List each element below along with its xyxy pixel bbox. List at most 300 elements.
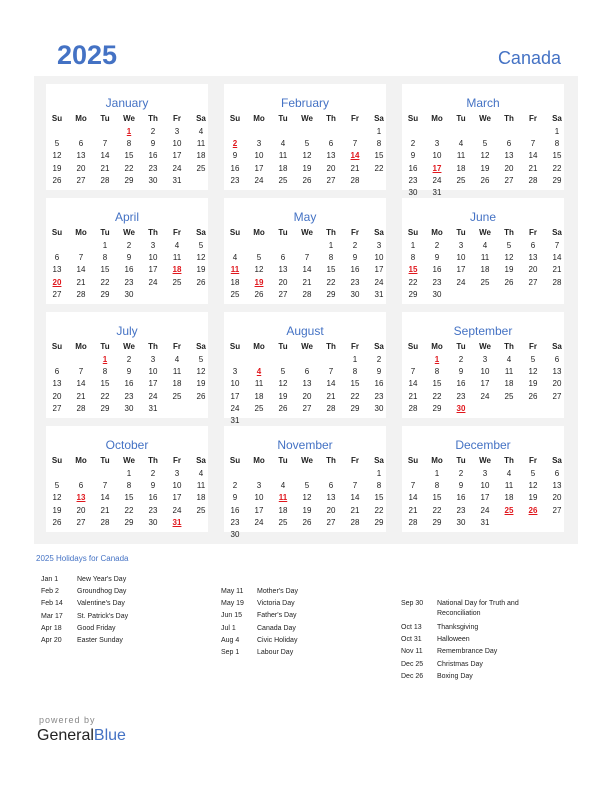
- holiday-date: Oct 31: [401, 636, 422, 644]
- calendar-day: 24: [254, 175, 264, 185]
- calendar-day: 5: [198, 355, 204, 364]
- month-title: August: [286, 324, 324, 338]
- weekday-header: We: [301, 228, 313, 237]
- month-title: July: [116, 324, 138, 338]
- calendar-day: 23: [148, 505, 158, 515]
- month-title: September: [453, 324, 513, 338]
- calendar-day: 28: [100, 517, 110, 527]
- calendar-day: 23: [456, 391, 466, 401]
- holiday-row: [221, 648, 391, 658]
- calendar-day: 16: [148, 151, 158, 161]
- calendar-day: 18: [196, 493, 206, 503]
- calendar-day: 22: [432, 391, 442, 401]
- holiday-date: Apr 20: [41, 637, 62, 644]
- weekday-header: Th: [504, 114, 514, 123]
- calendar-day: 20: [528, 265, 538, 275]
- calendar-day: 6: [554, 469, 560, 478]
- weekday-header: Su: [51, 228, 63, 237]
- country-title: Canada: [497, 48, 561, 68]
- calendar-day: 22: [408, 277, 418, 287]
- calendar-day: 29: [408, 289, 418, 299]
- calendar-day: 19: [278, 391, 288, 401]
- holiday-row: [41, 636, 211, 646]
- weekday-header: Sa: [552, 228, 562, 237]
- calendar-day: 12: [480, 151, 490, 161]
- calendar-day: 14: [76, 379, 86, 389]
- calendar-day: 13: [302, 379, 312, 389]
- calendar-day: 6: [328, 139, 334, 149]
- calendar-day: 11: [196, 139, 206, 149]
- calendar-day: 23: [230, 175, 240, 185]
- calendar-day: 6: [78, 481, 84, 491]
- calendar-day: 11: [504, 481, 514, 491]
- month-november: [224, 426, 386, 539]
- calendar-day: 25: [456, 175, 466, 185]
- calendar-day: 28: [350, 517, 360, 527]
- calendar-day: 30: [148, 517, 158, 527]
- calendar-day: 16: [350, 265, 360, 275]
- calendar-day: 18: [254, 391, 264, 401]
- calendar-day: 21: [528, 163, 538, 173]
- calendar-day: 21: [100, 505, 110, 515]
- calendar-day: 25: [254, 403, 264, 413]
- calendar-day: 22: [100, 277, 110, 287]
- calendar-day: 13: [552, 367, 562, 377]
- calendar-day: 4: [458, 139, 464, 149]
- weekday-header: Th: [148, 114, 158, 123]
- calendar-day: 7: [78, 367, 84, 377]
- calendar-day: 20: [504, 163, 514, 173]
- calendar-day: 24: [432, 175, 442, 185]
- holiday-row: [221, 587, 391, 597]
- weekday-header: Mo: [431, 456, 443, 465]
- holiday-row: [401, 660, 571, 670]
- calendar-day: 12: [528, 481, 538, 491]
- calendar-day: 2: [434, 241, 440, 250]
- calendar-day: 31: [432, 188, 442, 197]
- calendar-day: 14: [326, 379, 336, 389]
- weekday-header: Mo: [431, 228, 443, 237]
- holiday-day: 4: [256, 367, 262, 377]
- holiday-date: May 19: [221, 600, 244, 608]
- holiday-day: 26: [528, 505, 538, 515]
- calendar-day: 6: [78, 139, 84, 149]
- holiday-row: [41, 612, 211, 622]
- calendar-day: 25: [196, 163, 206, 173]
- holiday-name: Easter Sunday: [77, 637, 123, 644]
- calendar-day: 6: [54, 367, 60, 377]
- holiday-name: Canada Day: [257, 624, 296, 632]
- calendar-day: 31: [148, 403, 158, 413]
- calendar-day: 28: [408, 403, 418, 413]
- calendar-day: 25: [196, 505, 206, 515]
- calendar-day: 1: [352, 355, 358, 364]
- calendar-day: 13: [326, 493, 336, 503]
- calendar-day: 4: [506, 355, 512, 364]
- weekday-header: Su: [51, 456, 63, 465]
- weekday-header: Tu: [278, 114, 288, 123]
- brand-logo[interactable]: [37, 727, 126, 745]
- holiday-day: 25: [504, 505, 514, 515]
- weekday-header: Tu: [100, 456, 110, 465]
- calendar-day: 10: [374, 253, 384, 263]
- holiday-row: [401, 599, 571, 621]
- calendar-day: 23: [124, 277, 134, 287]
- calendar-day: 12: [504, 253, 514, 263]
- calendar-day: 13: [504, 151, 514, 161]
- calendar-day: 12: [302, 493, 312, 503]
- calendar-day: 24: [172, 505, 182, 515]
- calendar-day: 3: [376, 241, 382, 250]
- calendar-day: 27: [504, 175, 514, 185]
- calendar-day: 15: [374, 151, 384, 161]
- calendar-day: 25: [278, 175, 288, 185]
- calendar-day: 10: [230, 379, 240, 389]
- calendar-day: 3: [174, 469, 180, 478]
- calendar-day: 25: [480, 277, 490, 287]
- holiday-row: [41, 624, 211, 634]
- holiday-day: 18: [172, 265, 182, 275]
- weekday-header: We: [301, 456, 313, 465]
- calendar-day: 30: [124, 289, 134, 299]
- calendar-day: 23: [432, 277, 442, 287]
- calendar-day: 10: [432, 151, 442, 161]
- calendar-day: 4: [482, 241, 488, 250]
- calendar-day: 26: [504, 277, 514, 287]
- holiday-day: 2: [232, 139, 238, 149]
- calendar-day: 5: [256, 253, 262, 263]
- weekday-header: Mo: [253, 228, 265, 237]
- calendar-day: 9: [126, 367, 132, 377]
- holiday-date: May 11: [221, 588, 244, 595]
- calendar-day: 13: [552, 481, 562, 491]
- holiday-row: [41, 587, 211, 597]
- weekday-header: Mo: [75, 228, 87, 237]
- calendar-day: 27: [552, 391, 562, 401]
- calendar-day: 12: [302, 151, 312, 161]
- calendar-day: 9: [376, 367, 382, 377]
- calendar-day: 14: [100, 151, 110, 161]
- calendar-day: 20: [76, 163, 86, 173]
- calendar-day: 30: [124, 403, 134, 413]
- calendar-day: 29: [100, 289, 110, 299]
- calendar-day: 7: [102, 139, 108, 149]
- holiday-row: [221, 599, 391, 609]
- calendar-day: 24: [374, 277, 384, 287]
- calendar-day: 15: [374, 493, 384, 503]
- calendar-day: 19: [504, 265, 514, 275]
- calendar-day: 1: [126, 469, 132, 478]
- holiday-day: 15: [408, 265, 418, 275]
- holiday-name: Victoria Day: [257, 600, 295, 608]
- calendar-day: 3: [458, 241, 464, 250]
- calendar-day: 29: [552, 175, 562, 185]
- weekday-header: Tu: [456, 342, 466, 351]
- calendar-day: 21: [350, 163, 360, 173]
- calendar-day: 6: [280, 253, 286, 263]
- calendar-day: 7: [304, 253, 310, 263]
- month-february: [224, 84, 386, 190]
- calendar-day: 11: [504, 367, 514, 377]
- month-june: [402, 198, 564, 304]
- holiday-day: 19: [254, 277, 264, 287]
- calendar-day: 22: [374, 505, 384, 515]
- holiday-name: Valentine's Day: [77, 600, 125, 608]
- holiday-name: Labour Day: [257, 649, 294, 656]
- calendar-day: 25: [172, 277, 182, 287]
- calendar-day: 11: [254, 379, 264, 389]
- calendar-day: 2: [150, 127, 156, 136]
- calendar-day: 15: [100, 379, 110, 389]
- calendar-day: 24: [254, 517, 264, 527]
- calendar-day: 7: [410, 481, 416, 491]
- calendar-day: 4: [506, 469, 512, 478]
- calendar-day: 1: [102, 241, 108, 250]
- weekday-header: Su: [229, 456, 241, 465]
- holiday-name: Remembrance Day: [437, 648, 498, 656]
- calendar-day: 16: [230, 505, 240, 515]
- calendar-day: 4: [280, 481, 286, 491]
- calendar-day: 22: [374, 163, 384, 173]
- calendar-day: 25: [230, 289, 240, 299]
- weekday-header: Fr: [173, 456, 181, 465]
- calendar-day: 7: [554, 241, 560, 250]
- calendar-day: 30: [456, 517, 466, 527]
- calendar-day: 10: [148, 367, 158, 377]
- weekday-header: Tu: [278, 342, 288, 351]
- weekday-header: Th: [326, 228, 336, 237]
- holiday-date: Dec 25: [401, 660, 424, 668]
- month-january: [46, 84, 208, 190]
- calendar-day: 10: [480, 367, 490, 377]
- calendar-day: 1: [376, 127, 382, 136]
- month-title: November: [277, 438, 333, 452]
- calendar-day: 23: [230, 517, 240, 527]
- calendar-day: 3: [256, 139, 262, 149]
- calendar-day: 31: [230, 416, 240, 425]
- weekday-header: Sa: [552, 114, 562, 123]
- holiday-day: 13: [76, 493, 86, 503]
- weekday-header: Su: [229, 114, 241, 123]
- weekday-header: Th: [326, 342, 336, 351]
- month-title: October: [105, 438, 149, 452]
- calendar-day: 23: [374, 391, 384, 401]
- calendar-day: 9: [232, 493, 238, 503]
- calendar-day: 19: [302, 163, 312, 173]
- calendar-day: 9: [126, 253, 132, 263]
- calendar-day: 4: [232, 253, 238, 263]
- calendar-day: 17: [172, 493, 182, 503]
- weekday-header: Su: [407, 114, 419, 123]
- calendar-day: 28: [76, 289, 86, 299]
- holiday-row: [221, 624, 391, 634]
- calendar-day: 14: [100, 493, 110, 503]
- weekday-header: Tu: [100, 342, 110, 351]
- calendar-day: 27: [76, 175, 86, 185]
- calendar-day: 19: [528, 379, 538, 389]
- calendar-day: 29: [432, 517, 442, 527]
- weekday-header: We: [301, 342, 313, 351]
- calendar-day: 25: [278, 517, 288, 527]
- calendar-day: 6: [328, 481, 334, 491]
- calendar-day: 23: [408, 175, 418, 185]
- calendar-day: 29: [124, 517, 134, 527]
- weekday-header: Sa: [552, 342, 562, 351]
- calendar-day: 5: [530, 355, 536, 364]
- calendar-day: 22: [326, 277, 336, 287]
- calendar-day: 9: [458, 481, 464, 491]
- weekday-header: We: [123, 228, 135, 237]
- weekday-header: Tu: [456, 228, 466, 237]
- calendar-day: 5: [530, 469, 536, 478]
- calendar-day: 20: [278, 277, 288, 287]
- calendar-day: 7: [530, 139, 536, 149]
- calendar-panel: [34, 76, 578, 544]
- weekday-header: Su: [407, 456, 419, 465]
- calendar-day: 18: [504, 493, 514, 503]
- calendar-day: 3: [174, 127, 180, 136]
- calendar-day: 14: [350, 493, 360, 503]
- calendar-day: 16: [432, 265, 442, 275]
- calendar-day: 28: [302, 289, 312, 299]
- calendar-day: 7: [102, 481, 108, 491]
- month-title: May: [293, 210, 317, 224]
- year-title: 2025: [57, 40, 118, 70]
- weekday-header: Su: [407, 342, 419, 351]
- month-april: [46, 198, 208, 304]
- calendar-day: 21: [552, 265, 562, 275]
- calendar-day: 20: [552, 493, 562, 503]
- calendar-day: 6: [54, 253, 60, 263]
- holiday-day: 1: [126, 127, 132, 136]
- calendar-day: 4: [174, 355, 180, 364]
- weekday-header: Mo: [431, 114, 443, 123]
- holiday-day: 17: [432, 163, 442, 173]
- month-july: [46, 312, 208, 418]
- weekday-header: We: [301, 114, 313, 123]
- calendar-day: 1: [328, 241, 334, 250]
- calendar-day: 18: [480, 265, 490, 275]
- calendar-day: 17: [172, 151, 182, 161]
- calendar-day: 27: [528, 277, 538, 287]
- calendar-day: 14: [408, 379, 418, 389]
- calendar-day: 7: [328, 367, 334, 377]
- holiday-row: [401, 623, 571, 633]
- weekday-header: Sa: [374, 228, 384, 237]
- holiday-day: 11: [230, 265, 240, 275]
- calendar-day: 8: [434, 481, 440, 491]
- holiday-day: 11: [278, 493, 288, 503]
- weekday-header: Th: [504, 228, 514, 237]
- calendar-day: 27: [552, 505, 562, 515]
- calendar-day: 29: [124, 175, 134, 185]
- holiday-day: 20: [52, 277, 62, 287]
- calendar-day: 8: [376, 481, 382, 491]
- calendar-day: 19: [528, 493, 538, 503]
- calendar-day: 2: [410, 139, 416, 149]
- calendar-day: 14: [528, 151, 538, 161]
- weekday-header: Mo: [253, 342, 265, 351]
- calendar-day: 13: [52, 379, 62, 389]
- calendar-day: 22: [124, 163, 134, 173]
- calendar-day: 29: [350, 403, 360, 413]
- weekday-header: Fr: [173, 114, 181, 123]
- calendar-day: 2: [126, 355, 132, 364]
- calendar-day: 28: [326, 403, 336, 413]
- month-may: [224, 198, 386, 304]
- calendar-day: 20: [552, 379, 562, 389]
- calendar-day: 13: [76, 151, 86, 161]
- weekday-header: Mo: [253, 456, 265, 465]
- calendar-day: 3: [482, 469, 488, 478]
- holiday-row: [401, 635, 571, 645]
- calendar-day: 11: [480, 253, 490, 263]
- weekday-header: Fr: [529, 114, 537, 123]
- weekday-header: Su: [229, 228, 241, 237]
- calendar-day: 22: [432, 505, 442, 515]
- calendar-day: 4: [198, 127, 204, 136]
- month-title: March: [466, 96, 500, 110]
- holiday-name: Boxing Day: [437, 672, 473, 680]
- calendar-day: 16: [408, 163, 418, 173]
- calendar-day: 24: [172, 163, 182, 173]
- month-title: December: [455, 438, 511, 452]
- weekday-header: Fr: [351, 456, 359, 465]
- calendar-day: 28: [552, 277, 562, 287]
- weekday-header: Su: [51, 342, 63, 351]
- weekday-header: Fr: [351, 114, 359, 123]
- calendar-day: 24: [148, 277, 158, 287]
- month-october: [46, 426, 208, 532]
- calendar-day: 26: [302, 517, 312, 527]
- calendar-day: 18: [456, 163, 466, 173]
- calendar-day: 17: [254, 505, 264, 515]
- holiday-row: [221, 636, 391, 646]
- weekday-header: Mo: [431, 342, 443, 351]
- calendar-day: 20: [76, 505, 86, 515]
- brand-general: General: [37, 727, 94, 744]
- calendar-day: 24: [230, 403, 240, 413]
- calendar-day: 19: [196, 265, 206, 275]
- weekday-header: Tu: [456, 456, 466, 465]
- calendar-day: 5: [280, 367, 286, 377]
- calendar-day: 13: [528, 253, 538, 263]
- calendar-day: 11: [456, 151, 466, 161]
- calendar-day: 27: [52, 289, 62, 299]
- weekday-header: Tu: [100, 114, 110, 123]
- holiday-name: National Day for Truth and Reconciliation: [437, 600, 519, 617]
- powered-by-text: powered by: [39, 715, 96, 725]
- calendar-day: 20: [326, 163, 336, 173]
- calendar-day: 9: [150, 139, 156, 149]
- calendar-day: 15: [432, 379, 442, 389]
- calendar-day: 21: [326, 391, 336, 401]
- weekday-header: Sa: [374, 342, 384, 351]
- calendar-day: 6: [506, 139, 512, 149]
- weekday-header: Sa: [374, 456, 384, 465]
- calendar-day: 8: [554, 139, 560, 149]
- holiday-date: Feb 14: [41, 600, 63, 608]
- weekday-header: Mo: [253, 114, 265, 123]
- calendar-day: 17: [148, 379, 158, 389]
- calendar-day: 7: [352, 139, 358, 149]
- calendar-day: 9: [150, 481, 156, 491]
- calendar-day: 17: [480, 493, 490, 503]
- month-title: January: [105, 96, 149, 110]
- weekday-header: Th: [326, 456, 336, 465]
- calendar-day: 3: [150, 355, 156, 364]
- weekday-header: We: [479, 228, 491, 237]
